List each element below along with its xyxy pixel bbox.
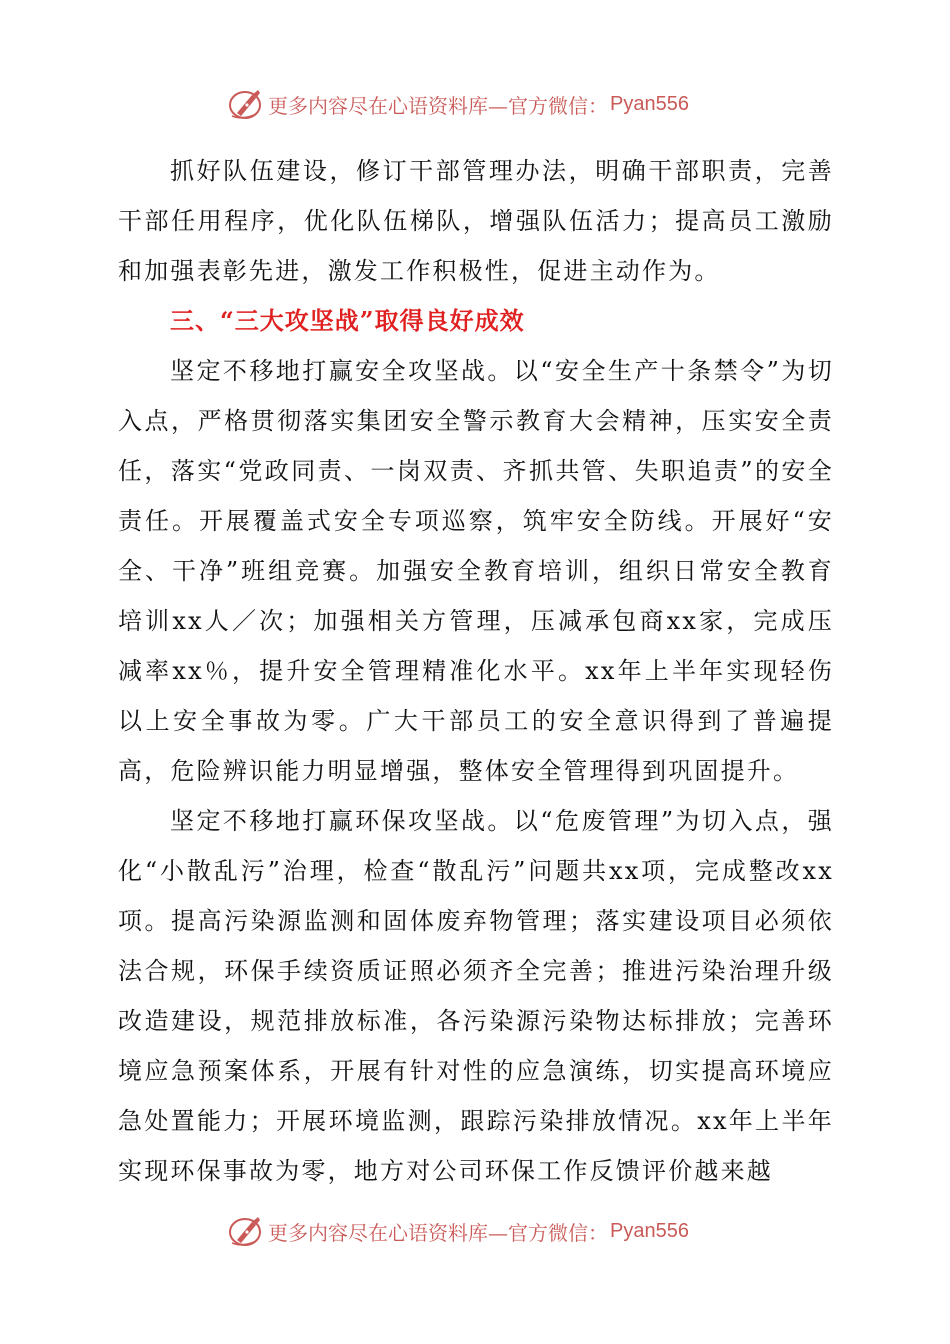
paragraph-environment-battle: 坚定不移地打赢环保攻坚战。以“危废管理”为切入点，强化“小散乱污”治理，检查“散乱污”问题共xx项，完成整改xx项。提高污染源监测和固体废弃物管理；落实建设项目必须依法合规，环保手续资质证照必须齐全完善；推进污染治理升级改造建设，规范排放标准，各污染源污染物达标排放；完善环境应急预案体系，开展有针对性的应急演练，切实提高环境应急处置能力；开展环境监测，跟踪污染排放情况。xx年上半年实现环保事故为零，地方对公司环保工作反馈评价越来越 <box>118 807 834 1185</box>
banner-text: 更多内容尽在心语资料库—官方微信： <box>268 1220 608 1245</box>
paragraph-safety-battle: 坚定不移地打赢安全攻坚战。以“安全生产十条禁令”为切入点，严格贯彻落实集团安全警示教育大会精神，压实安全责任，落实“党政同责、一岗双责、齐抓共管、失职追责”的安全责任。开展覆盖式安全专项巡察，筑牢安全防线。开展好“安全、干净”班组竞赛。加强安全教育培训，组织日常安全教育培训xx人／次；加强相关方管理，压减承包商xx家，完成压减率xx％，提升安全管理精准化水平。xx年上半年实现轻伤以上安全事故为零。广大干部员工的安全意识得到了普遍提高，危险辨识能力明显增强，整体安全管理得到巩固提升。 <box>118 357 834 785</box>
paragraph-team-building: 抓好队伍建设，修订干部管理办法，明确干部职责，完善干部任用程序，优化队伍梯队，增强队伍活力；提高员工激励和加强表彰先进，激发工作积极性，促进主动作为。 <box>118 157 834 285</box>
pen-nib-logo-icon <box>228 1213 264 1249</box>
header-watermark-banner <box>228 84 748 124</box>
section-heading-three: 三、“三大攻坚战”取得良好成效 <box>170 306 525 335</box>
banner-wechat-id: Pyan556 <box>610 92 689 115</box>
pen-nib-logo-icon <box>228 86 264 122</box>
banner-wechat-id: Pyan556 <box>610 1219 689 1242</box>
banner-text: 更多内容尽在心语资料库—官方微信： <box>268 93 608 118</box>
document-body <box>118 146 834 1196</box>
footer-watermark-banner <box>228 1211 748 1251</box>
